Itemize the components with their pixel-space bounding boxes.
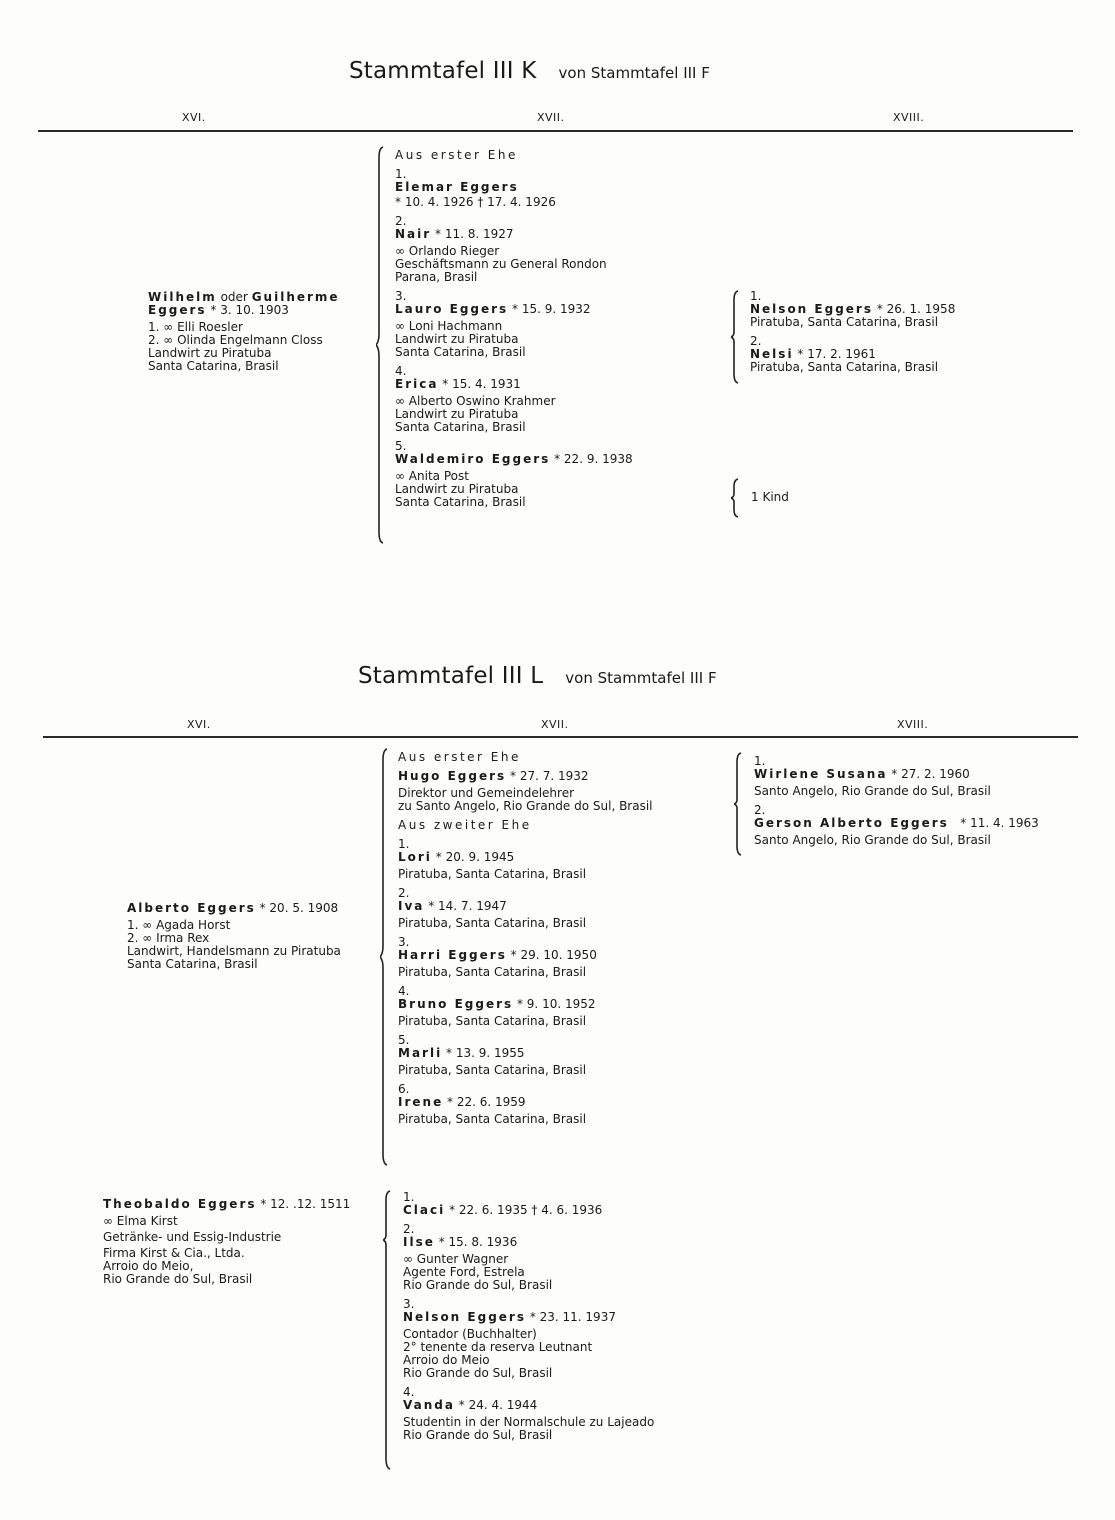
child-dates: * 22. 6. 1935 † 4. 6. 1936 bbox=[449, 1203, 603, 1217]
grandchild-place: Piratuba, Santa Catarina, Brasil bbox=[750, 360, 939, 374]
child-line: ∞ Alberto Oswino Krahmer bbox=[395, 394, 556, 408]
table-l-subheading: von Stammtafel III F bbox=[565, 669, 717, 687]
gen-label-xvi: XVI. bbox=[182, 111, 206, 124]
child-name: Claci bbox=[403, 1203, 446, 1217]
parent-name-alt: Guilherme bbox=[251, 290, 340, 304]
child-line: ∞ Orlando Rieger bbox=[395, 244, 500, 258]
header-rule bbox=[43, 736, 1078, 738]
parent-line: 1. ∞ Agada Horst bbox=[127, 918, 231, 932]
child-line: Landwirt zu Piratuba bbox=[395, 332, 519, 346]
child-entry bbox=[403, 1298, 654, 1380]
gen-label-xviii: XVIII. bbox=[893, 111, 925, 124]
parent-line: Landwirt zu Piratuba bbox=[148, 346, 272, 360]
child-line: Santa Catarina, Brasil bbox=[395, 345, 526, 359]
table-k-heading: Stammtafel III K bbox=[349, 58, 537, 84]
parent-wilhelm bbox=[148, 291, 340, 373]
parent-line: Santa Catarina, Brasil bbox=[148, 359, 279, 373]
child-place: Piratuba, Santa Catarina, Brasil bbox=[398, 916, 587, 930]
child-dates: * 9. 10. 1952 bbox=[516, 997, 596, 1011]
child-name: Hugo Eggers bbox=[398, 769, 507, 783]
grandchildren-lauro bbox=[750, 290, 955, 374]
parent-birth: * 12. .12. 1511 bbox=[260, 1197, 351, 1211]
grandchild-number: 2. bbox=[754, 803, 766, 817]
table-k-title bbox=[349, 58, 710, 84]
child-line: Parana, Brasil bbox=[395, 270, 478, 284]
grandchild-name: Nelsi bbox=[750, 347, 794, 361]
marriage-header: Aus erster Ehe bbox=[395, 148, 518, 162]
child-line: Direktor und Gemeindelehrer bbox=[398, 786, 575, 800]
grandchild-entry bbox=[754, 755, 1039, 798]
gen-label-xvi: XVI. bbox=[187, 718, 211, 731]
header-rule bbox=[38, 130, 1073, 132]
child-entry bbox=[403, 1191, 654, 1217]
brace-hugo-children bbox=[734, 752, 742, 856]
parent-surname: Eggers bbox=[148, 303, 207, 317]
child-number: 2. bbox=[403, 1222, 415, 1236]
child-name: Elemar Eggers bbox=[395, 180, 519, 194]
brace-theobaldo-children bbox=[383, 1190, 391, 1470]
parent-name: Theobaldo Eggers bbox=[103, 1197, 257, 1211]
child-name: Iva bbox=[398, 899, 425, 913]
parent-alberto bbox=[127, 902, 341, 971]
parent-line: 2. ∞ Irma Rex bbox=[127, 931, 210, 945]
child-entry bbox=[395, 168, 633, 209]
child-place: Piratuba, Santa Catarina, Brasil bbox=[398, 1063, 587, 1077]
parent-name: Alberto Eggers bbox=[127, 901, 256, 915]
child-place: Piratuba, Santa Catarina, Brasil bbox=[398, 1014, 587, 1028]
grandchild-dates: * 11. 4. 1963 bbox=[960, 816, 1039, 830]
child-name: Marli bbox=[398, 1046, 443, 1060]
gen-label-xviii: XVIII. bbox=[897, 718, 929, 731]
grandchild-dates: * 27. 2. 1960 bbox=[891, 767, 970, 781]
child-dates: * 29. 10. 1950 bbox=[510, 948, 597, 962]
parent-line: Arroio do Meio, bbox=[103, 1259, 194, 1273]
parent-line: ∞ Elma Kirst bbox=[103, 1214, 178, 1228]
gen-label-xvii: XVII. bbox=[537, 111, 565, 124]
grandchild-place: Santo Angelo, Rio Grande do Sul, Brasil bbox=[754, 833, 991, 847]
child-line: Agente Ford, Estrela bbox=[403, 1265, 525, 1279]
child-dates: * 11. 8. 1927 bbox=[435, 227, 514, 241]
child-entry bbox=[398, 936, 653, 979]
grandchild-number: 1. bbox=[750, 289, 762, 303]
child-dates: * 15. 9. 1932 bbox=[512, 302, 591, 316]
child-name: Harri Eggers bbox=[398, 948, 507, 962]
child-name: Vanda bbox=[403, 1398, 455, 1412]
child-dates: * 10. 4. 1926 † 17. 4. 1926 bbox=[395, 195, 556, 209]
child-entry bbox=[395, 440, 633, 509]
children-k bbox=[395, 149, 633, 509]
children-theobaldo bbox=[403, 1191, 654, 1442]
child-line: Studentin in der Normalschule zu Lajeado bbox=[403, 1415, 655, 1429]
child-dates: * 14. 7. 1947 bbox=[428, 899, 507, 913]
child-entry bbox=[403, 1223, 654, 1292]
child-line: ∞ Loni Hachmann bbox=[395, 319, 503, 333]
child-line: Landwirt zu Piratuba bbox=[395, 482, 519, 496]
child-entry bbox=[395, 215, 633, 284]
child-number: 2. bbox=[398, 886, 410, 900]
parent-birth: * 20. 5. 1908 bbox=[259, 901, 339, 915]
child-number: 2. bbox=[395, 214, 407, 228]
grandchild-place: Piratuba, Santa Catarina, Brasil bbox=[750, 315, 939, 329]
grandchild-entry bbox=[750, 335, 955, 374]
grandchild-number: 2. bbox=[750, 334, 762, 348]
child-line: Rio Grande do Sul, Brasil bbox=[403, 1366, 553, 1380]
child-dates: * 22. 6. 1959 bbox=[447, 1095, 526, 1109]
child-name: Lori bbox=[398, 850, 432, 864]
child-number: 6. bbox=[398, 1082, 410, 1096]
child-entry bbox=[395, 365, 633, 434]
child-number: 3. bbox=[395, 289, 407, 303]
table-k-subheading: von Stammtafel III F bbox=[558, 64, 710, 82]
child-line: Arroio do Meio bbox=[403, 1353, 490, 1367]
parent-line: Rio Grande do Sul, Brasil bbox=[103, 1272, 253, 1286]
grandchild-place: Santo Angelo, Rio Grande do Sul, Brasil bbox=[754, 784, 991, 798]
child-line: Santa Catarina, Brasil bbox=[395, 420, 526, 434]
child-place: Piratuba, Santa Catarina, Brasil bbox=[398, 965, 587, 979]
brace-waldemiro-children bbox=[731, 478, 739, 518]
child-entry bbox=[398, 887, 653, 930]
brace-k-children bbox=[376, 146, 384, 544]
child-number: 1. bbox=[398, 837, 410, 851]
child-entry bbox=[398, 770, 653, 813]
child-dates: * 27. 7. 1932 bbox=[510, 769, 589, 783]
child-dates: * 15. 8. 1936 bbox=[438, 1235, 518, 1249]
child-number: 3. bbox=[403, 1297, 415, 1311]
parent-name: Wilhelm bbox=[148, 290, 217, 304]
child-line: ∞ Gunter Wagner bbox=[403, 1252, 509, 1266]
child-entry bbox=[398, 1034, 653, 1077]
child-number: 1. bbox=[403, 1190, 415, 1204]
child-dates: * 24. 4. 1944 bbox=[458, 1398, 538, 1412]
child-dates: * 23. 11. 1937 bbox=[529, 1310, 616, 1324]
brace-alberto-children bbox=[380, 748, 388, 1166]
parent-line: Firma Kirst & Cia., Ltda. bbox=[103, 1246, 245, 1260]
table-l-title bbox=[358, 663, 717, 689]
child-name: Lauro Eggers bbox=[395, 302, 509, 316]
children-alberto bbox=[398, 751, 653, 1126]
parent-line: Getränke- und Essig-Industrie bbox=[103, 1230, 282, 1244]
child-name: Irene bbox=[398, 1095, 444, 1109]
parent-theobaldo bbox=[103, 1198, 350, 1286]
child-name: Waldemiro Eggers bbox=[395, 452, 551, 466]
child-line: Contador (Buchhalter) bbox=[403, 1327, 537, 1341]
parent-line: Santa Catarina, Brasil bbox=[127, 957, 258, 971]
child-line: 2° tenente da reserva Leutnant bbox=[403, 1340, 593, 1354]
child-entry bbox=[395, 290, 633, 359]
marriage-header: Aus erster Ehe bbox=[398, 750, 521, 764]
child-dates: * 20. 9. 1945 bbox=[435, 850, 515, 864]
parent-line: 1. ∞ Elli Roesler bbox=[148, 320, 243, 334]
child-number: 3. bbox=[398, 935, 410, 949]
child-dates: * 13. 9. 1955 bbox=[446, 1046, 525, 1060]
child-number: 4. bbox=[398, 984, 410, 998]
child-line: Geschäftsmann zu General Rondon bbox=[395, 257, 607, 271]
grandchild-entry bbox=[750, 290, 955, 329]
grandchild-dates: * 26. 1. 1958 bbox=[876, 302, 956, 316]
child-line: Rio Grande do Sul, Brasil bbox=[403, 1428, 553, 1442]
grandchildren-waldemiro: 1 Kind bbox=[751, 490, 789, 504]
child-dates: * 15. 4. 1931 bbox=[442, 377, 521, 391]
grandchild-name: Wirlene Susana bbox=[754, 767, 888, 781]
child-name: Erica bbox=[395, 377, 439, 391]
child-line: Santa Catarina, Brasil bbox=[395, 495, 526, 509]
child-name: Bruno Eggers bbox=[398, 997, 514, 1011]
child-place: Piratuba, Santa Catarina, Brasil bbox=[398, 867, 587, 881]
child-entry bbox=[398, 1083, 653, 1126]
child-number: 4. bbox=[395, 364, 407, 378]
child-line: Landwirt zu Piratuba bbox=[395, 407, 519, 421]
child-line: ∞ Anita Post bbox=[395, 469, 469, 483]
table-l-heading: Stammtafel III L bbox=[358, 663, 544, 689]
child-name: Ilse bbox=[403, 1235, 435, 1249]
child-entry bbox=[398, 985, 653, 1028]
parent-line: Landwirt, Handelsmann zu Piratuba bbox=[127, 944, 341, 958]
parent-line: 2. ∞ Olinda Engelmann Closs bbox=[148, 333, 323, 347]
child-dates: * 22. 9. 1938 bbox=[554, 452, 633, 466]
grandchild-dates: * 17. 2. 1961 bbox=[797, 347, 876, 361]
child-number: 1. bbox=[395, 167, 407, 181]
child-place: Piratuba, Santa Catarina, Brasil bbox=[398, 1112, 587, 1126]
parent-name-or: oder bbox=[220, 290, 248, 304]
grandchild-name: Nelson Eggers bbox=[750, 302, 873, 316]
child-name: Nelson Eggers bbox=[403, 1310, 526, 1324]
child-number: 4. bbox=[403, 1385, 415, 1399]
child-number: 5. bbox=[395, 439, 407, 453]
parent-birth: * 3. 10. 1903 bbox=[210, 303, 289, 317]
child-entry bbox=[398, 838, 653, 881]
brace-lauro-children bbox=[731, 290, 739, 384]
child-line: Rio Grande do Sul, Brasil bbox=[403, 1278, 553, 1292]
gen-label-xvii: XVII. bbox=[541, 718, 569, 731]
child-number: 5. bbox=[398, 1033, 410, 1047]
child-name: Nair bbox=[395, 227, 432, 241]
marriage-header: Aus zweiter Ehe bbox=[398, 818, 532, 832]
grandchild-number: 1. bbox=[754, 754, 766, 768]
grandchild-name: Gerson Alberto Eggers bbox=[754, 816, 949, 830]
grandchild-entry bbox=[754, 804, 1039, 847]
grandchildren-hugo bbox=[754, 755, 1039, 847]
child-line: zu Santo Angelo, Rio Grande do Sul, Brasil bbox=[398, 799, 653, 813]
child-entry bbox=[403, 1386, 654, 1442]
